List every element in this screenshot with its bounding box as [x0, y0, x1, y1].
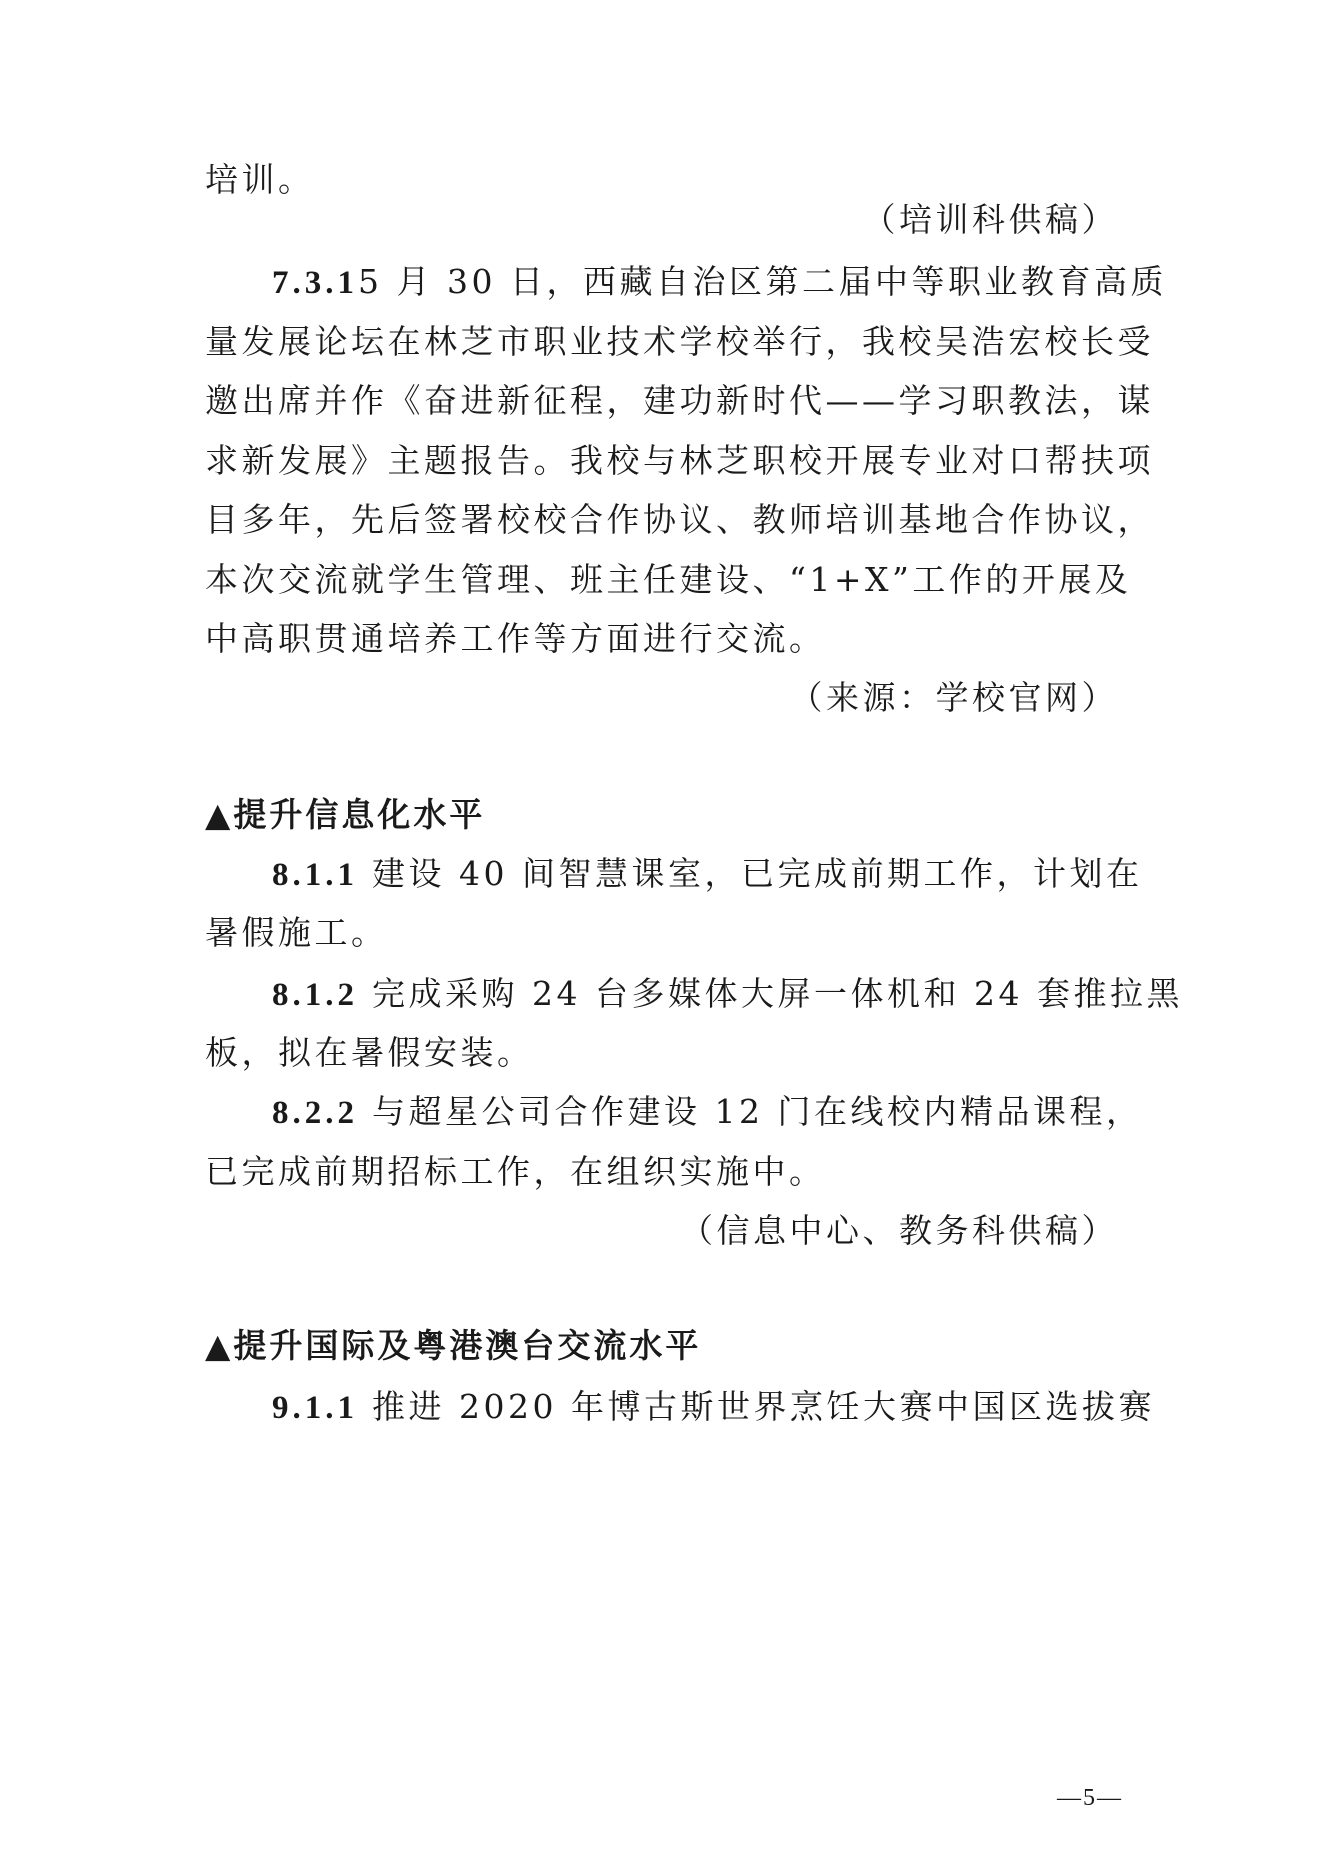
source-note-website: （来源：学校官网）: [789, 678, 1118, 717]
paragraph-line: 目多年，先后签署校校合作协议、教师培训基地合作协议，: [205, 500, 1154, 539]
item-8-1-1-first-line: [272, 854, 1192, 895]
source-note-info-center: （信息中心、教务科供稿）: [680, 1211, 1118, 1250]
page-number: —5—: [1057, 1785, 1123, 1811]
item-text: 5 月 30 日，西藏自治区第二届中等职业教育高质: [358, 262, 1167, 301]
item-8-1-2-first-line: [272, 974, 1192, 1015]
item-text: 与超星公司合作建设 12 门在线校内精品课程，: [372, 1092, 1143, 1131]
item-8-2-2-first-line: [272, 1092, 1192, 1133]
item-7-3-1-first-line: [272, 262, 1192, 303]
section-heading-informatization: ▲提升信息化水平: [205, 795, 486, 834]
paragraph-line: 本次交流就学生管理、班主任建设、“1+X”工作的开展及: [205, 560, 1132, 599]
item-text: 完成采购 24 台多媒体大屏一体机和 24 套推拉黑: [372, 974, 1183, 1013]
item-number: 9.1.1: [272, 1390, 358, 1426]
section-heading-international: ▲提升国际及粤港澳台交流水平: [205, 1326, 702, 1365]
paragraph-line: 邀出席并作《奋进新征程，建功新时代——学习职教法，谋: [205, 381, 1154, 420]
item-number: 8.1.1: [272, 857, 358, 893]
item-number: 7.3.1: [272, 265, 358, 301]
paragraph-line: 培训。: [205, 160, 315, 199]
source-note-training: （培训科供稿）: [862, 200, 1118, 239]
paragraph-line: 暑假施工。: [205, 913, 388, 952]
paragraph-line: 中高职贯通培养工作等方面进行交流。: [205, 619, 826, 658]
item-number: 8.1.2: [272, 977, 358, 1013]
item-number: 8.2.2: [272, 1095, 358, 1131]
paragraph-line: 求新发展》主题报告。我校与林芝职校开展专业对口帮扶项: [205, 441, 1154, 480]
item-text: 建设 40 间智慧课室，已完成前期工作，计划在: [372, 854, 1143, 893]
paragraph-line: 已完成前期招标工作，在组织实施中。: [205, 1152, 826, 1191]
paragraph-line: 板，拟在暑假安装。: [205, 1033, 534, 1072]
item-text: 推进 2020 年博古斯世界烹饪大赛中国区选拔赛: [372, 1387, 1155, 1426]
paragraph-line: 量发展论坛在林芝市职业技术学校举行，我校吴浩宏校长受: [205, 322, 1154, 361]
item-9-1-1-first-line: [272, 1387, 1192, 1428]
